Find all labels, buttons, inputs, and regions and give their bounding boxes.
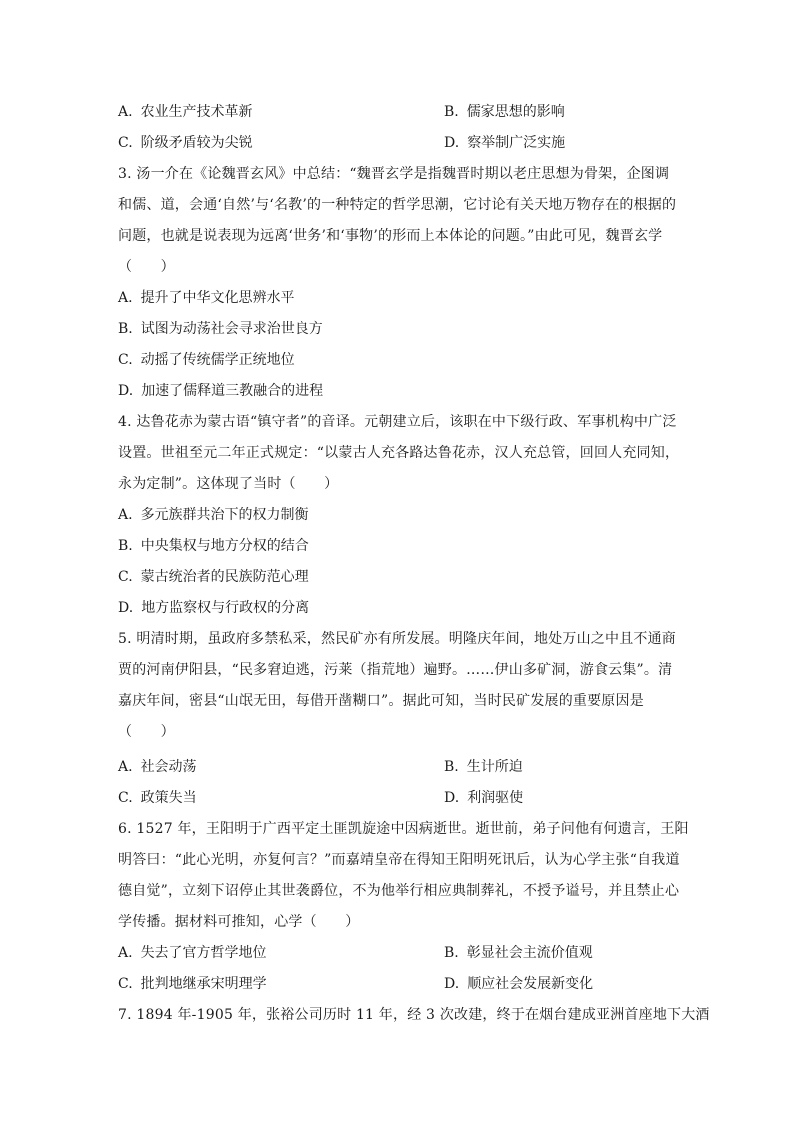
q5-option-b: B. 生计所迫 xyxy=(444,759,523,775)
q6-option-d: D. 顺应社会发展新变化 xyxy=(444,976,594,992)
q4-option-c: C. 蒙古统治者的民族防范心理 xyxy=(118,569,309,585)
q7-stem-line-1: 7. 1894 年-1905 年，张裕公司历时 11 年，经 3 次改建，终于在烟台建成亚洲首座地下大酒 xyxy=(118,1007,710,1023)
q3-option-a: A. 提升了中华文化思辨水平 xyxy=(118,290,295,306)
q6-option-c: C. 批判地继承宋明理学 xyxy=(118,976,267,992)
q6-option-a: A. 失去了官方哲学地位 xyxy=(118,945,267,961)
q5-option-a: A. 社会动荡 xyxy=(118,759,197,775)
q6-option-b: B. 彰显社会主流价值观 xyxy=(444,945,593,961)
q4-option-a: A. 多元族群共治下的权力制衡 xyxy=(118,507,309,523)
q2-option-c: C. 阶级矛盾较为尖锐 xyxy=(118,135,253,151)
q4-option-d: D. 地方监察权与行政权的分离 xyxy=(118,600,310,616)
q2-option-a: A. 农业生产技术革新 xyxy=(118,104,253,120)
q6-stem-line-2: 明答曰：“此心光明，亦复何言？”而嘉靖皇帝在得知王阳明死讯后，认为心学主张“自我道 xyxy=(118,852,680,868)
q3-stem-line-1: 3. 汤一介在《论魏晋玄风》中总结：“魏晋玄学是指魏晋时期以老庄思想为骨架，企图调 xyxy=(118,166,670,182)
q3-stem-line-2: 和儒、道，会通‘自然’与‘名教’的一种特定的哲学思潮，它讨论有关天地万物存在的根据的 xyxy=(118,197,677,213)
q3-stem-line-4: （ ） xyxy=(118,259,175,275)
q4-stem-line-1: 4. 达鲁花赤为蒙古语“镇守者”的音译。元朝建立后，该职在中下级行政、军事机构中广泛 xyxy=(118,414,677,430)
q5-option-c: C. 政策失当 xyxy=(118,790,197,806)
q5-stem-line-2: 贾的河南伊阳县，“民多窘迫逃，污莱（指荒地）遍野。……伊山多矿洞，游食云集”。清 xyxy=(118,662,673,678)
q6-stem-line-4: 学传播。据材料可推知，心学（ ） xyxy=(118,914,360,930)
q3-option-d: D. 加速了儒释道三教融合的进程 xyxy=(118,383,324,399)
q3-option-b: B. 试图为动荡社会寻求治世良方 xyxy=(118,321,323,337)
q6-stem-line-3: 德自觉”，立刻下诏停止其世袭爵位，不为他举行相应典制葬礼，不授予谥号，并且禁止心 xyxy=(118,883,680,899)
q4-option-b: B. 中央集权与地方分权的结合 xyxy=(118,538,309,554)
q5-option-d: D. 利润驱使 xyxy=(444,790,524,806)
q3-option-c: C. 动摇了传统儒学正统地位 xyxy=(118,352,295,368)
q6-stem-line-1: 6. 1527 年，王阳明于广西平定土匪凯旋途中因病逝世。逝世前，弟子问他有何遗言，王阳 xyxy=(118,821,689,837)
q2-option-b: B. 儒家思想的影响 xyxy=(444,104,565,120)
q5-stem-line-3: 嘉庆年间，密县“山氓无田，每借开凿糊口”。据此可知，当时民矿发展的重要原因是 xyxy=(118,693,644,709)
q4-stem-line-2: 设置。世祖至元二年正式规定：“以蒙古人充各路达鲁花赤，汉人充总管，回回人充同知， xyxy=(118,445,680,461)
q4-stem-line-3: 永为定制”。这体现了当时（ ） xyxy=(118,476,339,492)
q2-option-d: D. 察举制广泛实施 xyxy=(444,135,566,151)
q5-stem-line-1: 5. 明清时期，虽政府多禁私采，然民矿亦有所发展。明隆庆年间，地处万山之中且不通商 xyxy=(118,631,677,647)
q3-stem-line-3: 问题，也就是说表现为远离‘世务’和‘事物’的形而上本体论的问题。”由此可见，魏晋玄学 xyxy=(118,228,663,244)
q5-stem-line-4: （ ） xyxy=(118,724,175,740)
